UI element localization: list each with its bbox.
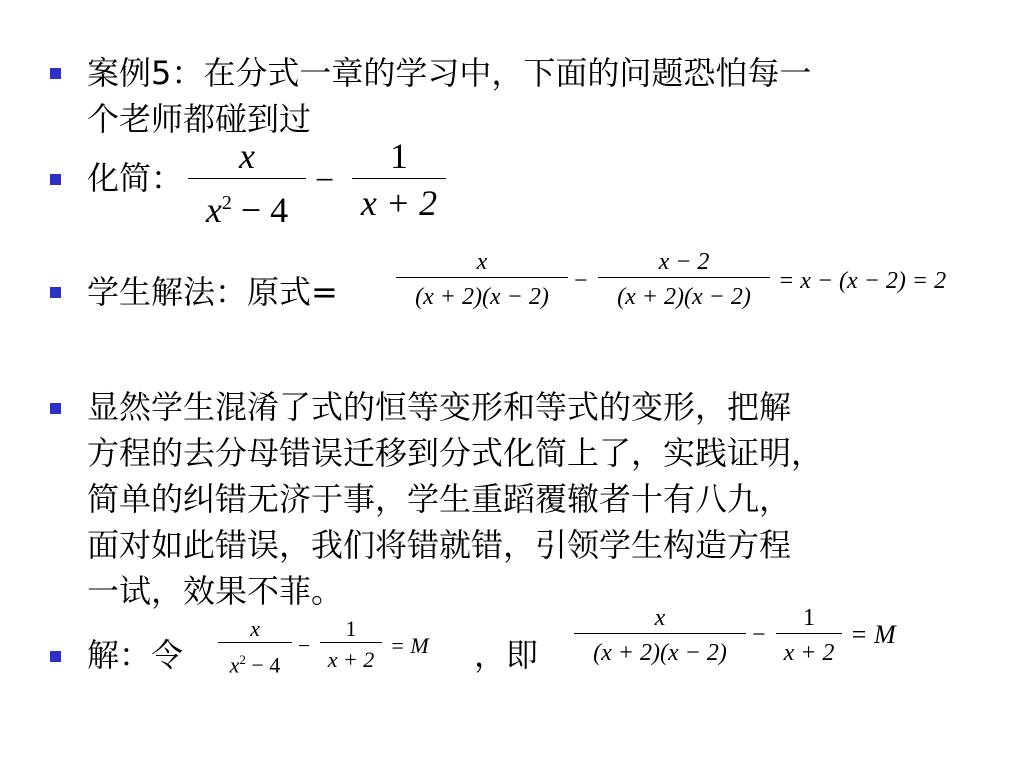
simplify-fraction-2-numerator: 1 [390,136,408,176]
case-line-2: 个老师都碰到过 [87,100,312,138]
solution-equals-m-1: = M [390,633,429,658]
student-fraction-2-denominator: (x + 2)(x − 2) [617,284,751,310]
analysis-line-4: 面对如此错误，我们将错就错，引领学生构造方程 [87,526,792,564]
simplify-fraction-1-denominator [188,181,306,233]
solution-fraction-2-denominator: x + 2 [327,647,375,672]
solution-fraction-4-numerator: 1 [803,605,815,631]
den-base: x [229,652,240,678]
bullet-marker [50,651,61,662]
den-base: x [205,190,222,230]
bullet-marker [50,403,61,414]
solution-fraction-4 [776,603,842,668]
simplify-label: 化简： [87,159,184,197]
bullet-marker [50,287,61,298]
simplify-fraction-1 [188,134,306,233]
solution-fraction-1-denominator [218,647,292,679]
student-fraction-1-numerator: x [476,249,488,275]
bullet-marker [50,68,61,79]
simplify-fraction-2 [352,134,446,225]
solution-equals-m-2: = M [850,620,896,649]
solution-fraction-4-denominator: x + 2 [783,640,835,666]
fraction-bar [320,642,382,643]
solution-fraction-1 [218,616,292,679]
den-rest: − 4 [245,652,281,678]
student-result: = x − (x − 2) = 2 [778,268,947,294]
solution-fraction-3-denominator: (x + 2)(x − 2) [593,640,727,666]
analysis-line-1: 显然学生混淆了式的恒等变形和等式的变形，把解 [87,388,792,426]
fraction-bar [188,178,306,179]
student-fraction-2-numerator: x − 2 [658,249,710,275]
analysis-line-2: 方程的去分母错误迁移到分式化简上了，实践证明， [87,434,824,472]
analysis-line-3: 简单的纠错无济于事，学生重蹈覆辙者十有八九， [87,480,792,518]
solution-label: 解：令 [87,636,184,674]
solution-middle: ，即 [474,636,539,674]
analysis-line-5: 一试，效果不菲。 [87,572,344,610]
den-exponent: 2 [239,652,246,667]
den-exponent: 2 [221,192,232,214]
simplify-fraction-2-denominator: x + 2 [360,183,438,223]
student-label: 学生解法：原式= [87,273,338,311]
student-fraction-1 [396,247,568,312]
fraction-bar [218,642,292,643]
simplify-fraction-1-numerator: x [239,136,255,176]
solution-fraction-3 [574,603,746,668]
den-rest: − 4 [231,190,289,230]
solution-fraction-2 [320,616,382,673]
bullet-marker [50,174,61,185]
fraction-bar [396,277,568,278]
solution-fraction-1-numerator: x [250,616,260,641]
fraction-bar [776,633,842,634]
fraction-bar [574,633,746,634]
fraction-bar [598,277,770,278]
case-line-1: 案例5：在分式一章的学习中，下面的问题恐怕每一 [87,54,812,92]
solution-minus-2: − [752,622,766,648]
student-minus: − [574,268,588,294]
solution-fraction-3-numerator: x [654,605,666,631]
student-fraction-1-denominator: (x + 2)(x − 2) [415,284,549,310]
fraction-bar [352,178,446,179]
solution-minus-1: − [298,633,311,658]
simplify-minus: − [315,162,335,199]
solution-fraction-2-numerator: 1 [345,616,357,641]
student-fraction-2 [598,247,770,312]
